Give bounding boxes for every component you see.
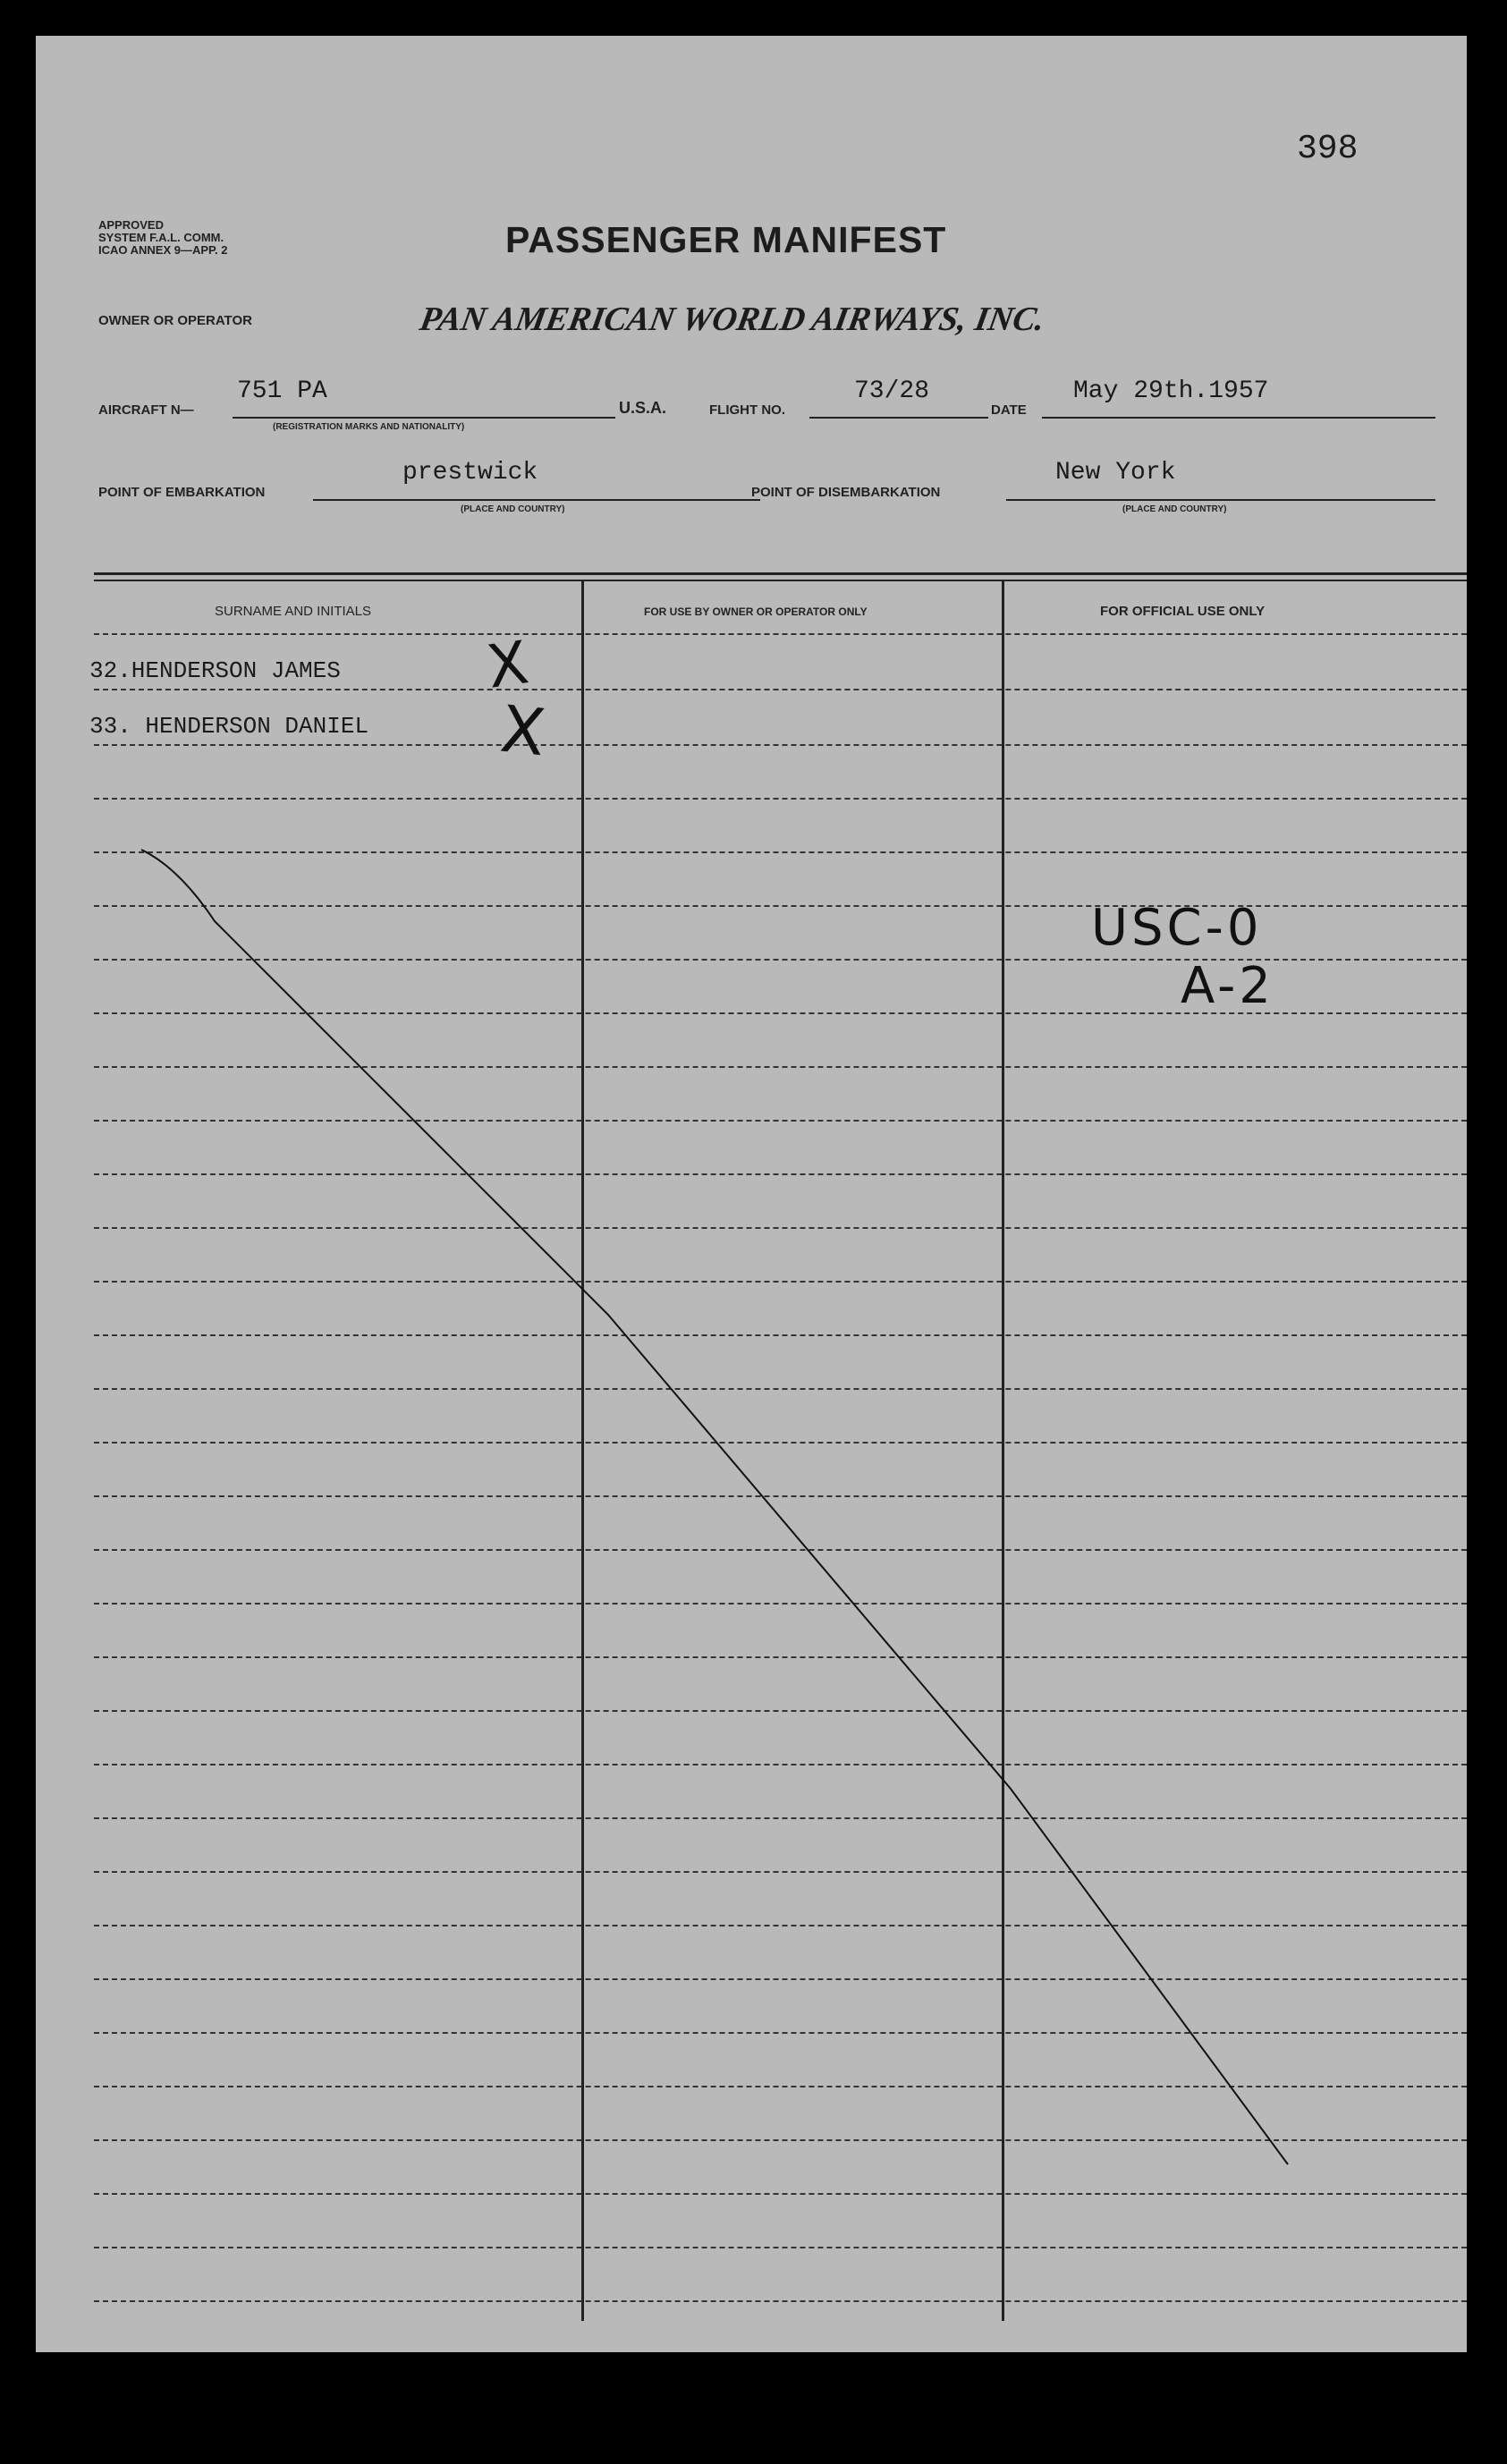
date-label: DATE [991,402,1027,418]
embark-label: POINT OF EMBARKATION [98,485,266,500]
date-value: May 29th.1957 [1073,377,1269,405]
embark-sublabel: (PLACE AND COUNTRY) [461,504,565,514]
official-annotation-2: A-2 [1181,957,1274,1015]
check-mark-2: X [496,690,549,771]
passenger-entry-1: 32.HENDERSON JAMES [89,657,341,684]
diagonal-strike-line [36,36,1467,2352]
approval-line-2: SYSTEM F.A.L. COMM. [98,231,224,244]
passenger-entry-2: 33. HENDERSON DANIEL [89,713,369,740]
owner-label: OWNER OR OPERATOR [98,313,252,328]
check-mark-1: X [482,628,533,702]
aircraft-value: 751 PA [237,377,327,405]
column-header-surname: SURNAME AND INITIALS [215,604,372,619]
flight-label: FLIGHT NO. [709,402,785,418]
manifest-page [36,36,1467,2352]
aircraft-sublabel: (REGISTRATION MARKS AND NATIONALITY) [273,422,465,432]
approval-line-1: APPROVED [98,218,164,232]
disembark-sublabel: (PLACE AND COUNTRY) [1122,504,1227,514]
usa-label: U.S.A. [619,399,667,417]
owner-value: PAN AMERICAN WORLD AIRWAYS, INC. [417,301,1048,338]
embark-value: prestwick [402,459,538,487]
official-annotation-1: USC-0 [1091,899,1263,957]
column-header-operator: FOR USE BY OWNER OR OPERATOR ONLY [644,605,868,618]
aircraft-label: AIRCRAFT N— [98,402,194,418]
disembark-label: POINT OF DISEMBARKATION [751,485,941,500]
column-header-official: FOR OFFICIAL USE ONLY [1100,604,1266,619]
page-title: PASSENGER MANIFEST [505,219,947,260]
disembark-value: New York [1055,459,1176,487]
flight-value: 73/28 [854,377,930,405]
page-number: 398 [1297,130,1359,168]
approval-line-3: ICAO ANNEX 9—APP. 2 [98,243,228,257]
